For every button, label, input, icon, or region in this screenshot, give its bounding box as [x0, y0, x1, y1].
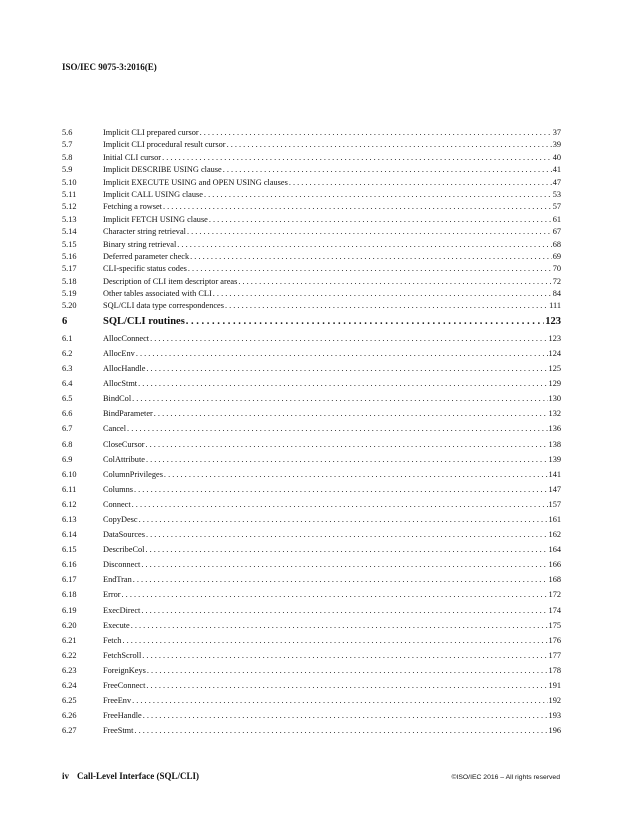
toc-entry-number: 6.6 [62, 409, 73, 419]
toc-entry-title: ForeignKeys [103, 665, 146, 675]
toc-entry-number: 6.25 [62, 696, 77, 706]
toc-entry-number: 5.16 [62, 251, 77, 261]
toc-entry-number: 6.21 [62, 635, 77, 645]
toc-entry[interactable] [62, 201, 561, 213]
toc-entry[interactable] [62, 708, 561, 723]
toc-entry-page: 123 [548, 333, 561, 343]
toc-entry-page: 69 [552, 251, 561, 261]
toc-leader-dots [138, 376, 547, 391]
toc-leader-dots [150, 331, 547, 346]
toc-entry-title: CloseCursor [103, 439, 145, 449]
toc-entry[interactable] [62, 331, 561, 346]
toc-entry-title: Error [103, 590, 121, 600]
toc-leader-dots [127, 421, 548, 436]
toc-entry-number: 6.11 [62, 484, 77, 494]
toc-leader-dots [190, 251, 552, 263]
toc-entry[interactable] [62, 164, 561, 176]
toc-entry[interactable] [62, 263, 561, 275]
toc-leader-dots [164, 467, 548, 482]
toc-leader-dots [238, 276, 551, 288]
toc-entry-page: 177 [548, 650, 561, 660]
toc-entry-title: Execute [103, 620, 130, 630]
toc-entry[interactable] [62, 723, 561, 738]
toc-leader-dots [143, 708, 548, 723]
toc-entry-number: 6.20 [62, 620, 77, 630]
toc-leader-dots [163, 201, 552, 213]
toc-entry-title: BindCol [103, 394, 132, 404]
toc-leader-dots [213, 288, 552, 300]
toc-entry[interactable] [62, 139, 561, 151]
toc-leader-dots [209, 214, 552, 226]
toc-entry[interactable] [62, 678, 561, 693]
toc-entry-page: 67 [552, 227, 561, 237]
page-footer [62, 771, 560, 781]
toc-leader-dots [146, 452, 548, 467]
toc-entry-title: AllocConnect [103, 333, 150, 343]
toc-entry[interactable] [62, 127, 561, 139]
toc-leader-dots [139, 512, 548, 527]
toc-entry-title: SQL/CLI routines [103, 315, 185, 327]
toc-entry-page: 168 [548, 575, 561, 585]
toc-entry-page: 129 [548, 379, 561, 389]
toc-entry[interactable] [62, 452, 561, 467]
toc-chapter-entry[interactable] [62, 313, 561, 331]
toc-entry-title: Description of CLI item descriptor areas [103, 276, 238, 286]
toc-entry[interactable] [62, 421, 561, 436]
toc-entry[interactable] [62, 693, 561, 708]
toc-entry[interactable] [62, 467, 561, 482]
toc-entry[interactable] [62, 512, 561, 527]
toc-entry[interactable] [62, 152, 561, 164]
toc-entry-title: DescribeCol [103, 545, 145, 555]
toc-entry-title: Connect [103, 499, 131, 509]
toc-entry-number: 5.19 [62, 289, 77, 299]
toc-entry-title: Deferred parameter check [103, 251, 190, 261]
toc-leader-dots [187, 226, 552, 238]
toc-entry-number: 5.9 [62, 165, 73, 175]
toc-entry-number: 6.8 [62, 439, 73, 449]
toc-entry[interactable] [62, 300, 561, 312]
toc-entry-number: 5.11 [62, 189, 77, 199]
toc-entry[interactable] [62, 276, 561, 288]
toc-entry-page: 125 [548, 364, 561, 374]
toc-entry[interactable] [62, 288, 561, 300]
toc-entry-title: FreeStmt [103, 726, 134, 736]
toc-entry-number: 6.3 [62, 364, 73, 374]
toc-entry-title: Columns [103, 484, 133, 494]
toc-entry[interactable] [62, 376, 561, 391]
toc-entry-number: 6.24 [62, 681, 77, 691]
toc-leader-dots [146, 678, 547, 693]
toc-entry-number: 6.4 [62, 379, 73, 389]
toc-entry-title: Other tables associated with CLI [103, 289, 212, 299]
toc-entry-title: FreeConnect [103, 681, 146, 691]
toc-entry[interactable] [62, 437, 561, 452]
toc-entry[interactable] [62, 482, 561, 497]
toc-entry[interactable] [62, 542, 561, 557]
toc-entry-title: Implicit EXECUTE USING and OPEN USING clauses [103, 177, 288, 187]
toc-leader-dots [136, 346, 548, 361]
toc-leader-dots [141, 603, 547, 618]
toc-entry-page: 111 [549, 301, 561, 311]
toc-entry-page: 41 [552, 165, 561, 175]
toc-entry-number: 6.7 [62, 424, 73, 434]
toc-entry-page: 53 [552, 189, 561, 199]
toc-entry-number: 5.8 [62, 152, 73, 162]
toc-entry-page: 166 [548, 560, 561, 570]
toc-leader-dots [223, 164, 552, 176]
toc-leader-dots [141, 557, 547, 572]
toc-entry-page: 141 [548, 469, 561, 479]
footer-title-block [62, 771, 199, 781]
toc-entry-number: 5.10 [62, 177, 77, 187]
toc-entry-page: 192 [548, 696, 561, 706]
toc-entry-title: SQL/CLI data type correspondences [103, 301, 224, 311]
toc-entry-page: 123 [545, 315, 561, 327]
toc-entry-number: 5.17 [62, 264, 77, 274]
toc-leader-dots [146, 527, 548, 542]
toc-entry-number: 6.10 [62, 469, 77, 479]
toc-leader-dots [146, 437, 548, 452]
toc-entry-title: Implicit DESCRIBE USING clause [103, 165, 222, 175]
toc-entry-title: Implicit FETCH USING clause [103, 214, 208, 224]
toc-entry-title: Fetching a rowset [103, 202, 162, 212]
toc-entry[interactable] [62, 663, 561, 678]
toc-leader-dots [122, 633, 547, 648]
toc-leader-dots [200, 127, 552, 139]
toc-entry-page: 40 [552, 152, 561, 162]
toc-entry[interactable] [62, 572, 561, 587]
toc-leader-dots [188, 263, 552, 275]
toc-entry[interactable] [62, 226, 561, 238]
toc-entry-title: BindParameter [103, 409, 153, 419]
toc-entry[interactable] [62, 406, 561, 421]
toc-leader-dots [225, 300, 548, 312]
toc-entry-number: 5.14 [62, 227, 77, 237]
toc-leader-dots [133, 572, 548, 587]
toc-entry-page: 164 [548, 545, 561, 555]
toc-entry-page: 70 [552, 264, 561, 274]
toc-leader-dots [186, 313, 544, 331]
toc-entry-page: 174 [548, 605, 561, 615]
toc-entry-page: 72 [552, 276, 561, 286]
toc-entry-page: 61 [552, 214, 561, 224]
toc-entry-page: 37 [552, 128, 561, 137]
toc-entry[interactable] [62, 391, 561, 406]
toc-entry-number: 5.20 [62, 301, 77, 311]
toc-entry-number: 6.12 [62, 499, 77, 509]
toc-leader-dots [134, 723, 547, 738]
toc-entry-number: 6.16 [62, 560, 77, 570]
toc-entry-title: AllocHandle [103, 364, 146, 374]
toc-entry-page: 147 [548, 484, 561, 494]
toc-entry-number: 6.5 [62, 394, 73, 404]
toc-entry-page: 47 [552, 177, 561, 187]
toc-entry-title: Initial CLI cursor [103, 152, 162, 162]
toc-leader-dots [145, 542, 547, 557]
toc-entry-page: 176 [548, 635, 561, 645]
toc-entry-title: Cancel [103, 424, 127, 434]
toc-entry-title: CopyDesc [103, 514, 138, 524]
toc-leader-dots [132, 497, 548, 512]
table-of-contents [62, 127, 561, 738]
toc-entry-title: Character string retrieval [103, 227, 186, 237]
toc-entry-title: FreeHandle [103, 711, 142, 721]
toc-entry-page: 178 [548, 665, 561, 675]
toc-entry-number: 6.22 [62, 650, 77, 660]
toc-entry-number: 6 [62, 315, 68, 327]
toc-entry-page: 132 [548, 409, 561, 419]
toc-entry-page: 196 [548, 726, 561, 736]
toc-entry-number: 6.9 [62, 454, 73, 464]
toc-entry[interactable] [62, 633, 561, 648]
toc-entry-page: 193 [548, 711, 561, 721]
toc-entry[interactable] [62, 618, 561, 633]
toc-entry-number: 6.19 [62, 605, 77, 615]
toc-entry-page: 68 [552, 239, 561, 249]
toc-leader-dots [132, 391, 547, 406]
toc-entry-title: FetchScroll [103, 650, 142, 660]
toc-entry-number: 6.26 [62, 711, 77, 721]
toc-entry-title: Implicit CLI procedural result cursor [103, 140, 226, 150]
toc-entry-number: 6.2 [62, 348, 73, 358]
toc-entry-title: DataSources [103, 530, 145, 540]
toc-entry-number: 6.18 [62, 590, 77, 600]
toc-leader-dots [131, 618, 548, 633]
toc-entry-title: Implicit CLI prepared cursor [103, 128, 199, 137]
toc-entry-number: 5.13 [62, 214, 77, 224]
toc-entry-page: 39 [552, 140, 561, 150]
toc-entry-title: AllocStmt [103, 379, 138, 389]
toc-leader-dots [289, 177, 552, 189]
toc-entry-page: 162 [548, 530, 561, 540]
toc-entry-title: FreeEnv [103, 696, 132, 706]
toc-entry-number: 5.6 [62, 128, 73, 137]
toc-entry[interactable] [62, 497, 561, 512]
toc-leader-dots [132, 693, 547, 708]
toc-leader-dots [146, 361, 547, 376]
toc-entry-number: 6.15 [62, 545, 77, 555]
toc-entry[interactable] [62, 648, 561, 663]
toc-entry-title: EndTran [103, 575, 132, 585]
toc-entry[interactable] [62, 177, 561, 189]
toc-entry-page: 139 [548, 454, 561, 464]
toc-leader-dots [147, 663, 548, 678]
toc-entry-title: AllocEnv [103, 348, 135, 358]
toc-entry[interactable] [62, 527, 561, 542]
toc-entry-number: 6.14 [62, 530, 77, 540]
toc-entry-number: 6.13 [62, 514, 77, 524]
toc-entry-number: 6.17 [62, 575, 77, 585]
toc-entry-title: ExecDirect [103, 605, 141, 615]
toc-entry-number: 5.7 [62, 140, 73, 150]
toc-entry-number: 6.23 [62, 665, 77, 675]
toc-entry-page: 130 [548, 394, 561, 404]
footer-copyright: ©ISO/IEC 2016 – All rights reserved [451, 774, 560, 781]
toc-leader-dots [134, 482, 548, 497]
toc-entry[interactable] [62, 557, 561, 572]
toc-entry-title: Implicit CALL USING clause [103, 189, 203, 199]
toc-entry-page: 84 [552, 289, 561, 299]
toc-entry-number: 5.12 [62, 202, 77, 212]
toc-entry-page: 124 [548, 348, 561, 358]
document-header: ISO/IEC 9075-3:2016(E) [62, 62, 157, 72]
toc-entry-page: 157 [548, 499, 561, 509]
toc-entry-page: 136 [548, 424, 561, 434]
toc-entry-title: Disconnect [103, 560, 141, 570]
toc-leader-dots [154, 406, 548, 421]
toc-entry-title: ColAttribute [103, 454, 145, 464]
toc-entry[interactable] [62, 251, 561, 263]
toc-entry-number: 5.15 [62, 239, 77, 249]
toc-entry-number: 6.1 [62, 333, 73, 343]
toc-entry-page: 161 [548, 514, 561, 524]
toc-entry-number: 6.27 [62, 726, 77, 736]
toc-entry-page: 191 [548, 681, 561, 691]
toc-entry-number: 5.18 [62, 276, 77, 286]
toc-leader-dots [122, 587, 548, 602]
toc-entry[interactable] [62, 361, 561, 376]
toc-entry-title: CLI-specific status codes [103, 264, 187, 274]
toc-entry-page: 138 [548, 439, 561, 449]
toc-entry-page: 172 [548, 590, 561, 600]
toc-entry-page: 57 [552, 202, 561, 212]
toc-leader-dots [227, 139, 552, 151]
footer-document-title: Call-Level Interface (SQL/CLI) [77, 771, 199, 781]
toc-entry[interactable] [62, 603, 561, 618]
toc-entry[interactable] [62, 239, 561, 251]
toc-leader-dots [162, 152, 552, 164]
toc-entry-title: Fetch [103, 635, 122, 645]
toc-entry[interactable] [62, 346, 561, 361]
footer-page-number: iv [62, 771, 70, 781]
toc-leader-dots [204, 189, 552, 201]
toc-entry[interactable] [62, 214, 561, 226]
toc-entry[interactable] [62, 587, 561, 602]
toc-leader-dots [177, 239, 551, 251]
toc-entry[interactable] [62, 189, 561, 201]
toc-entry-title: Binary string retrieval [103, 239, 177, 249]
toc-leader-dots [142, 648, 547, 663]
toc-entry-title: ColumnPrivileges [103, 469, 163, 479]
toc-entry-page: 175 [548, 620, 561, 630]
